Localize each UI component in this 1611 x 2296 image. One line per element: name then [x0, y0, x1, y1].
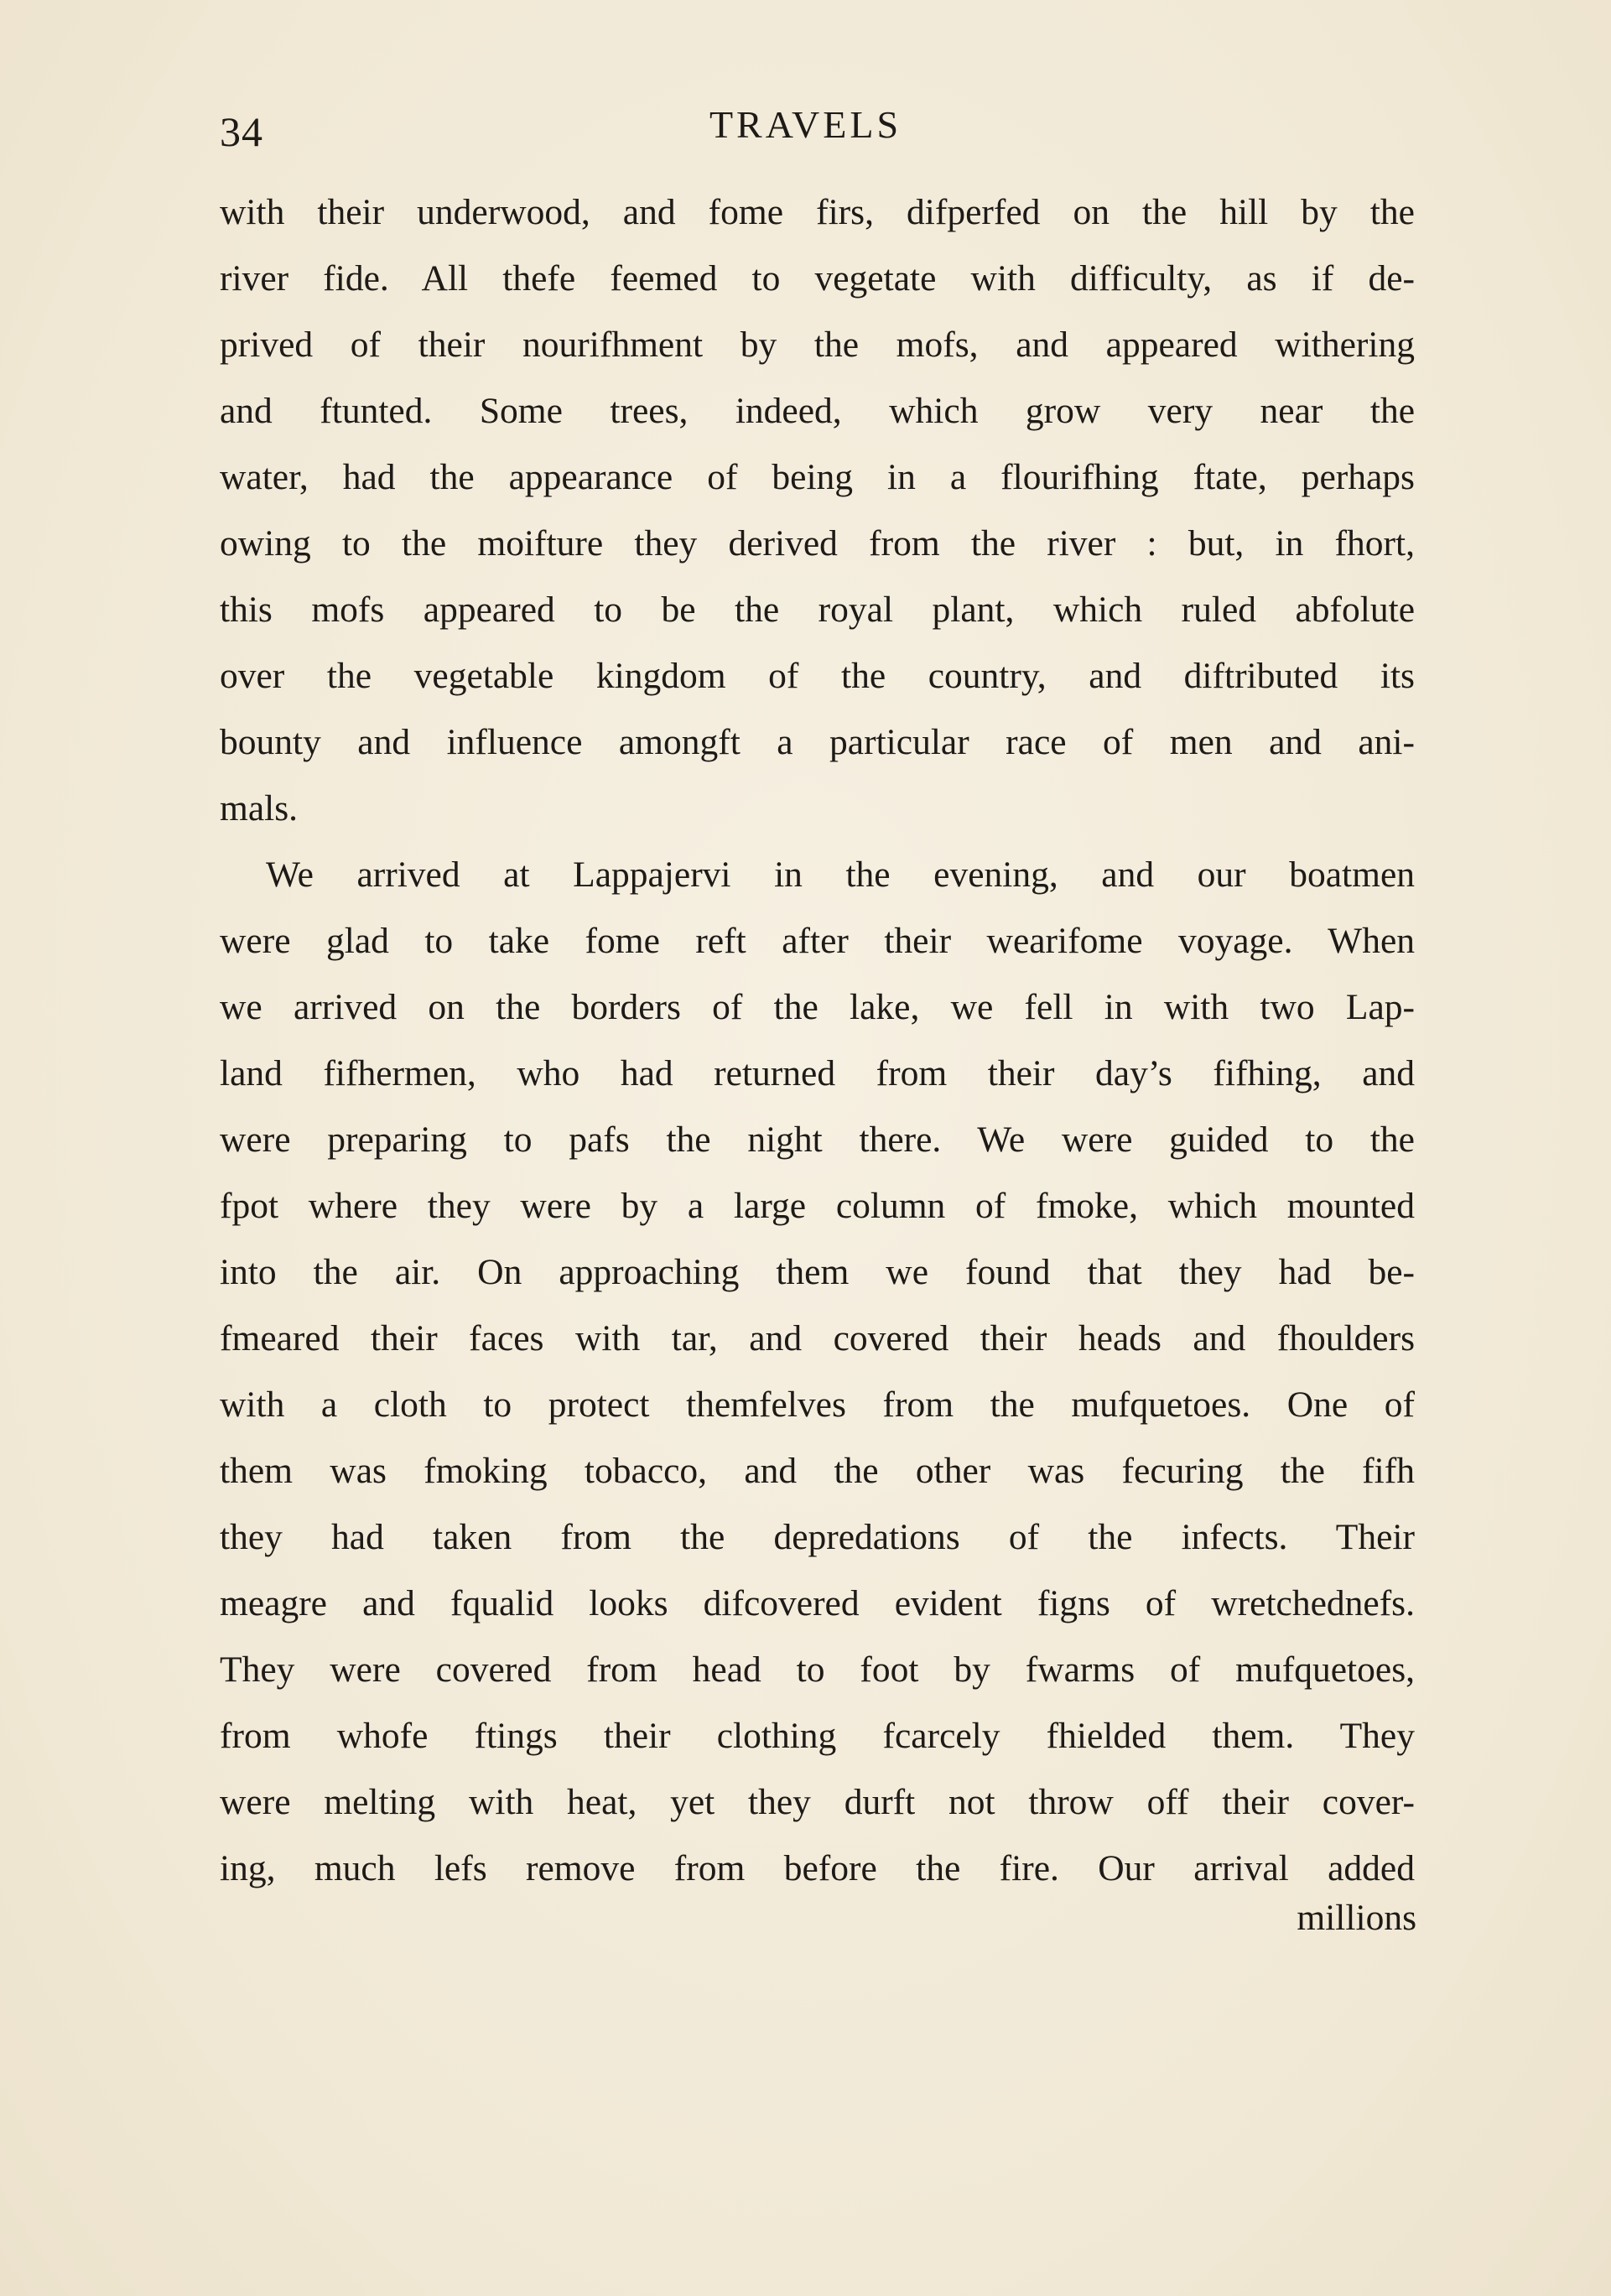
text-line: we arrived on the borders of the lake, we fell in with two Lap- — [220, 987, 1415, 1027]
paragraph-start-line: We arrived at Lappajervi in the evening, and our boatmen — [266, 855, 1415, 895]
text-line: were melting with heat, yet they durft not throw off their cover- — [220, 1782, 1415, 1822]
text-line: fpot where they were by a large column of fmoke, which mounted — [220, 1186, 1415, 1226]
text-line: were preparing to pafs the night there. We were guided to the — [220, 1119, 1415, 1160]
text-line: and ftunted. Some trees, indeed, which grow very near the — [220, 391, 1415, 431]
text-line: land fifhermen, who had returned from their day’s fifhing, and — [220, 1053, 1415, 1093]
body-text — [220, 179, 1415, 1902]
text-line: ing, much lefs remove from before the fire. Our arrival added — [220, 1848, 1415, 1888]
text-line: mals. — [220, 788, 299, 829]
text-line: over the vegetable kingdom of the country, and diftributed its — [220, 656, 1415, 696]
text-line: prived of their nourifhment by the mofs, and appeared withering — [220, 325, 1415, 365]
page-number: 34 — [220, 108, 263, 155]
text-line: meagre and fqualid looks difcovered evident figns of wretchednefs. — [220, 1583, 1415, 1623]
text-line: They were covered from head to foot by fwarms of mufquetoes, — [220, 1649, 1415, 1690]
text-line: them was fmoking tobacco, and the other was fecuring the fifh — [220, 1451, 1415, 1491]
text-line: river fide. All thefe feemed to vegetate with difficulty, as if de- — [220, 258, 1415, 299]
text-line: with a cloth to protect themfelves from the mufquetoes. One of — [220, 1384, 1415, 1425]
running-head: TRAVELS — [709, 103, 902, 146]
text-line: fmeared their faces with tar, and covered their heads and fhoulders — [220, 1318, 1415, 1358]
text-line: owing to the moifture they derived from the river : but, in fhort, — [220, 523, 1415, 564]
text-line: they had taken from the depredations of the infects. Their — [220, 1517, 1415, 1557]
catchword: millions — [1297, 1898, 1416, 1938]
text-line: with their underwood, and fome firs, difperfed on the hill by the — [220, 192, 1415, 232]
text-line: from whofe ftings their clothing fcarcely fhielded them. They — [220, 1716, 1415, 1756]
text-line: bounty and influence amongft a particular race of men and ani- — [220, 722, 1415, 762]
text-line: this mofs appeared to be the royal plant, which ruled abfolute — [220, 590, 1415, 630]
text-line: water, had the appearance of being in a flourifhing ftate, perhaps — [220, 457, 1415, 497]
text-line: were glad to take fome reft after their wearifome voyage. When — [220, 921, 1415, 961]
text-line: into the air. On approaching them we found that they had be- — [220, 1252, 1415, 1292]
